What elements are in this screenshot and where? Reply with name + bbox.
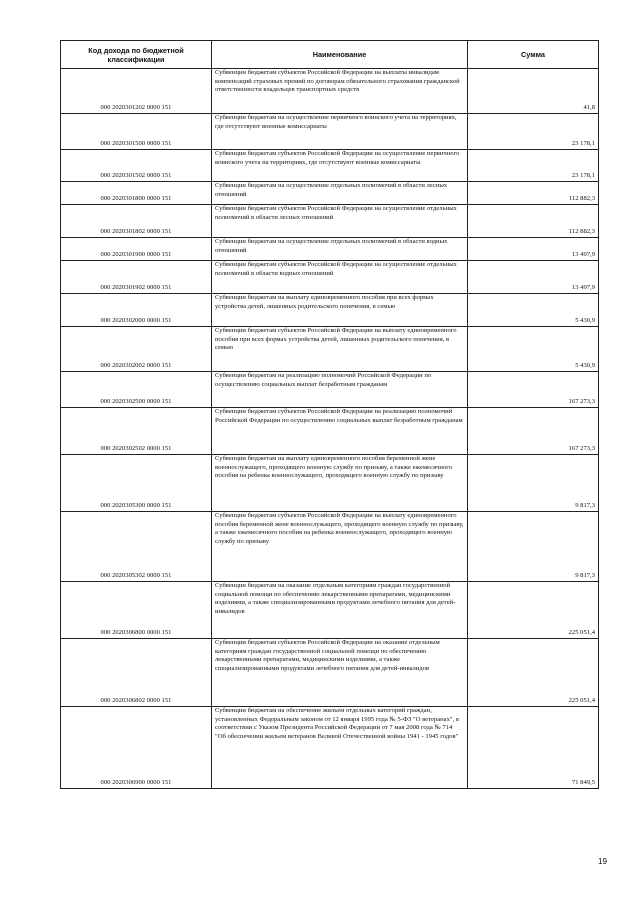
revenue-name: Субвенции бюджетам субъектов Российской Федерации на осуществление первичного воинского учета на территориях, где отсутствуют военные комиссариаты [212, 150, 468, 182]
revenue-name: Субвенции бюджетам на выплату единовременного пособия беременной жене военнослужащего, проходящего военную службу по призыву, а также ежемесячного пособия на ребенка военнослужащего, проходящего военную службу по призыву [212, 455, 468, 512]
revenue-name: Субвенции бюджетам на выплату единовременного пособия при всех формах устройства детей, лишенных родительского попечения, в семью [212, 294, 468, 327]
revenue-code: 000 2020301800 0000 151 [61, 182, 212, 205]
table-row [61, 261, 599, 294]
table-row [61, 639, 599, 707]
revenue-code: 000 2020301500 0000 151 [61, 114, 212, 150]
revenue-sum: 5 430,9 [468, 327, 599, 372]
table-row [61, 69, 599, 114]
revenue-code: 000 2020301802 0000 151 [61, 205, 212, 238]
revenue-name: Субвенции бюджетам на осуществление отдельных полномочий в области лесных отношений [212, 182, 468, 205]
table-row [61, 582, 599, 639]
revenue-sum: 13 497,9 [468, 261, 599, 294]
revenue-sum: 225 051,4 [468, 639, 599, 707]
revenue-sum: 167 273,3 [468, 372, 599, 408]
revenue-code: 000 2020302502 0000 151 [61, 408, 212, 455]
revenue-name: Субвенции бюджетам субъектов Российской Федерации на осуществление отдельных полномочий в области водных отношений [212, 261, 468, 294]
revenue-sum: 13 497,9 [468, 238, 599, 261]
table-row [61, 327, 599, 372]
revenue-sum: 23 178,1 [468, 114, 599, 150]
revenue-name: Субвенции бюджетам на реализацию полномочий Российской Федерации по осуществлению социальных выплат безработным гражданам [212, 372, 468, 408]
revenue-code: 000 2020302002 0000 151 [61, 327, 212, 372]
column-header-sum: Сумма [468, 41, 599, 69]
revenue-name: Субвенции бюджетам на осуществление отдельных полномочий в области водных отношений [212, 238, 468, 261]
table-row [61, 707, 599, 789]
table-row [61, 182, 599, 205]
revenue-code: 000 2020306802 0000 151 [61, 639, 212, 707]
revenue-code: 000 2020301502 0000 151 [61, 150, 212, 182]
revenue-sum: 23 178,1 [468, 150, 599, 182]
revenue-sum: 167 273,3 [468, 408, 599, 455]
revenue-name: Субвенции бюджетам субъектов Российской Федерации на выплату единовременного пособия беременной жене военнослужащего, проходящего военную службу по призыву, а также ежемесячного пособия на ребенка военнослужащего, проходящего военную службу по призыву [212, 512, 468, 582]
table-row [61, 372, 599, 408]
table-row [61, 455, 599, 512]
revenue-code: 000 2020306900 0000 151 [61, 707, 212, 789]
revenue-name: Субвенции бюджетам субъектов Российской Федерации на осуществление отдельных полномочий в области лесных отношений [212, 205, 468, 238]
table-row [61, 238, 599, 261]
revenue-sum: 9 817,3 [468, 455, 599, 512]
revenue-code: 000 2020305300 0000 151 [61, 455, 212, 512]
revenue-sum: 112 882,3 [468, 205, 599, 238]
revenue-name: Субвенции бюджетам субъектов Российской Федерации на оказание отдельным категориям граждан государственной социальной помощи по обеспечению лекарственными препаратами, медицинскими изделиями, а также специализированными продуктами лечебного питания для детей-инвалидов [212, 639, 468, 707]
revenue-code: 000 2020301902 0000 151 [61, 261, 212, 294]
revenue-sum: 112 882,3 [468, 182, 599, 205]
table-row [61, 408, 599, 455]
revenue-code: 000 2020306800 0000 151 [61, 582, 212, 639]
table-row [61, 114, 599, 150]
table-row [61, 150, 599, 182]
revenue-sum: 41,8 [468, 69, 599, 114]
revenue-code: 000 2020305302 0000 151 [61, 512, 212, 582]
table-row [61, 512, 599, 582]
revenue-sum: 9 817,3 [468, 512, 599, 582]
revenue-sum: 225 051,4 [468, 582, 599, 639]
revenue-name: Субвенции бюджетам субъектов Российской Федерации на выплату единовременного пособия при всех формах устройства детей, лишенных родительского попечения, в семью [212, 327, 468, 372]
column-header-name: Наименование [212, 41, 468, 69]
revenue-sum: 71 849,5 [468, 707, 599, 789]
revenue-name: Субвенции бюджетам субъектов Российской Федерации на реализацию полномочий Российской Федерации по осуществлению социальных выплат безработным гражданам [212, 408, 468, 455]
revenue-name: Субвенции бюджетам на обеспечение жильем отдельных категорий граждан, установленных Федеральным законом от 12 января 1995 года № 5-ФЗ "О ветеранах", в соответствии с Указом Президента Российской Федерации от 7 мая 2008 года № 714 "Об обеспечении жильем ветеранов Великой Отечественной войны 1941 - 1945 годов" [212, 707, 468, 789]
revenue-code: 000 2020301202 0000 151 [61, 69, 212, 114]
revenue-sum: 5 430,9 [468, 294, 599, 327]
table-row [61, 294, 599, 327]
revenue-code: 000 2020302500 0000 151 [61, 372, 212, 408]
table-row [61, 205, 599, 238]
revenue-name: Субвенции бюджетам на оказание отдельным категориям граждан государственной социальной помощи по обеспечению лекарственными препаратами, медицинскими изделиями, а также специализированными продуктами лечебного питания для детей-инвалидов [212, 582, 468, 639]
revenue-name: Субвенции бюджетам субъектов Российской Федерации на выплаты инвалидам компенсаций страховых премий по договорам обязательного страхования гражданской ответственности владельцев транспортных средств [212, 69, 468, 114]
revenue-table [60, 40, 599, 789]
column-header-code: Код дохода по бюджетной классификации [61, 41, 212, 69]
revenue-code: 000 2020301900 0000 151 [61, 238, 212, 261]
revenue-code: 000 2020302000 0000 151 [61, 294, 212, 327]
table-header-row [61, 41, 599, 69]
revenue-name: Субвенции бюджетам на осуществление первичного воинского учета на территориях, где отсутствуют военные комиссариаты [212, 114, 468, 150]
page-number: 19 [598, 857, 607, 866]
